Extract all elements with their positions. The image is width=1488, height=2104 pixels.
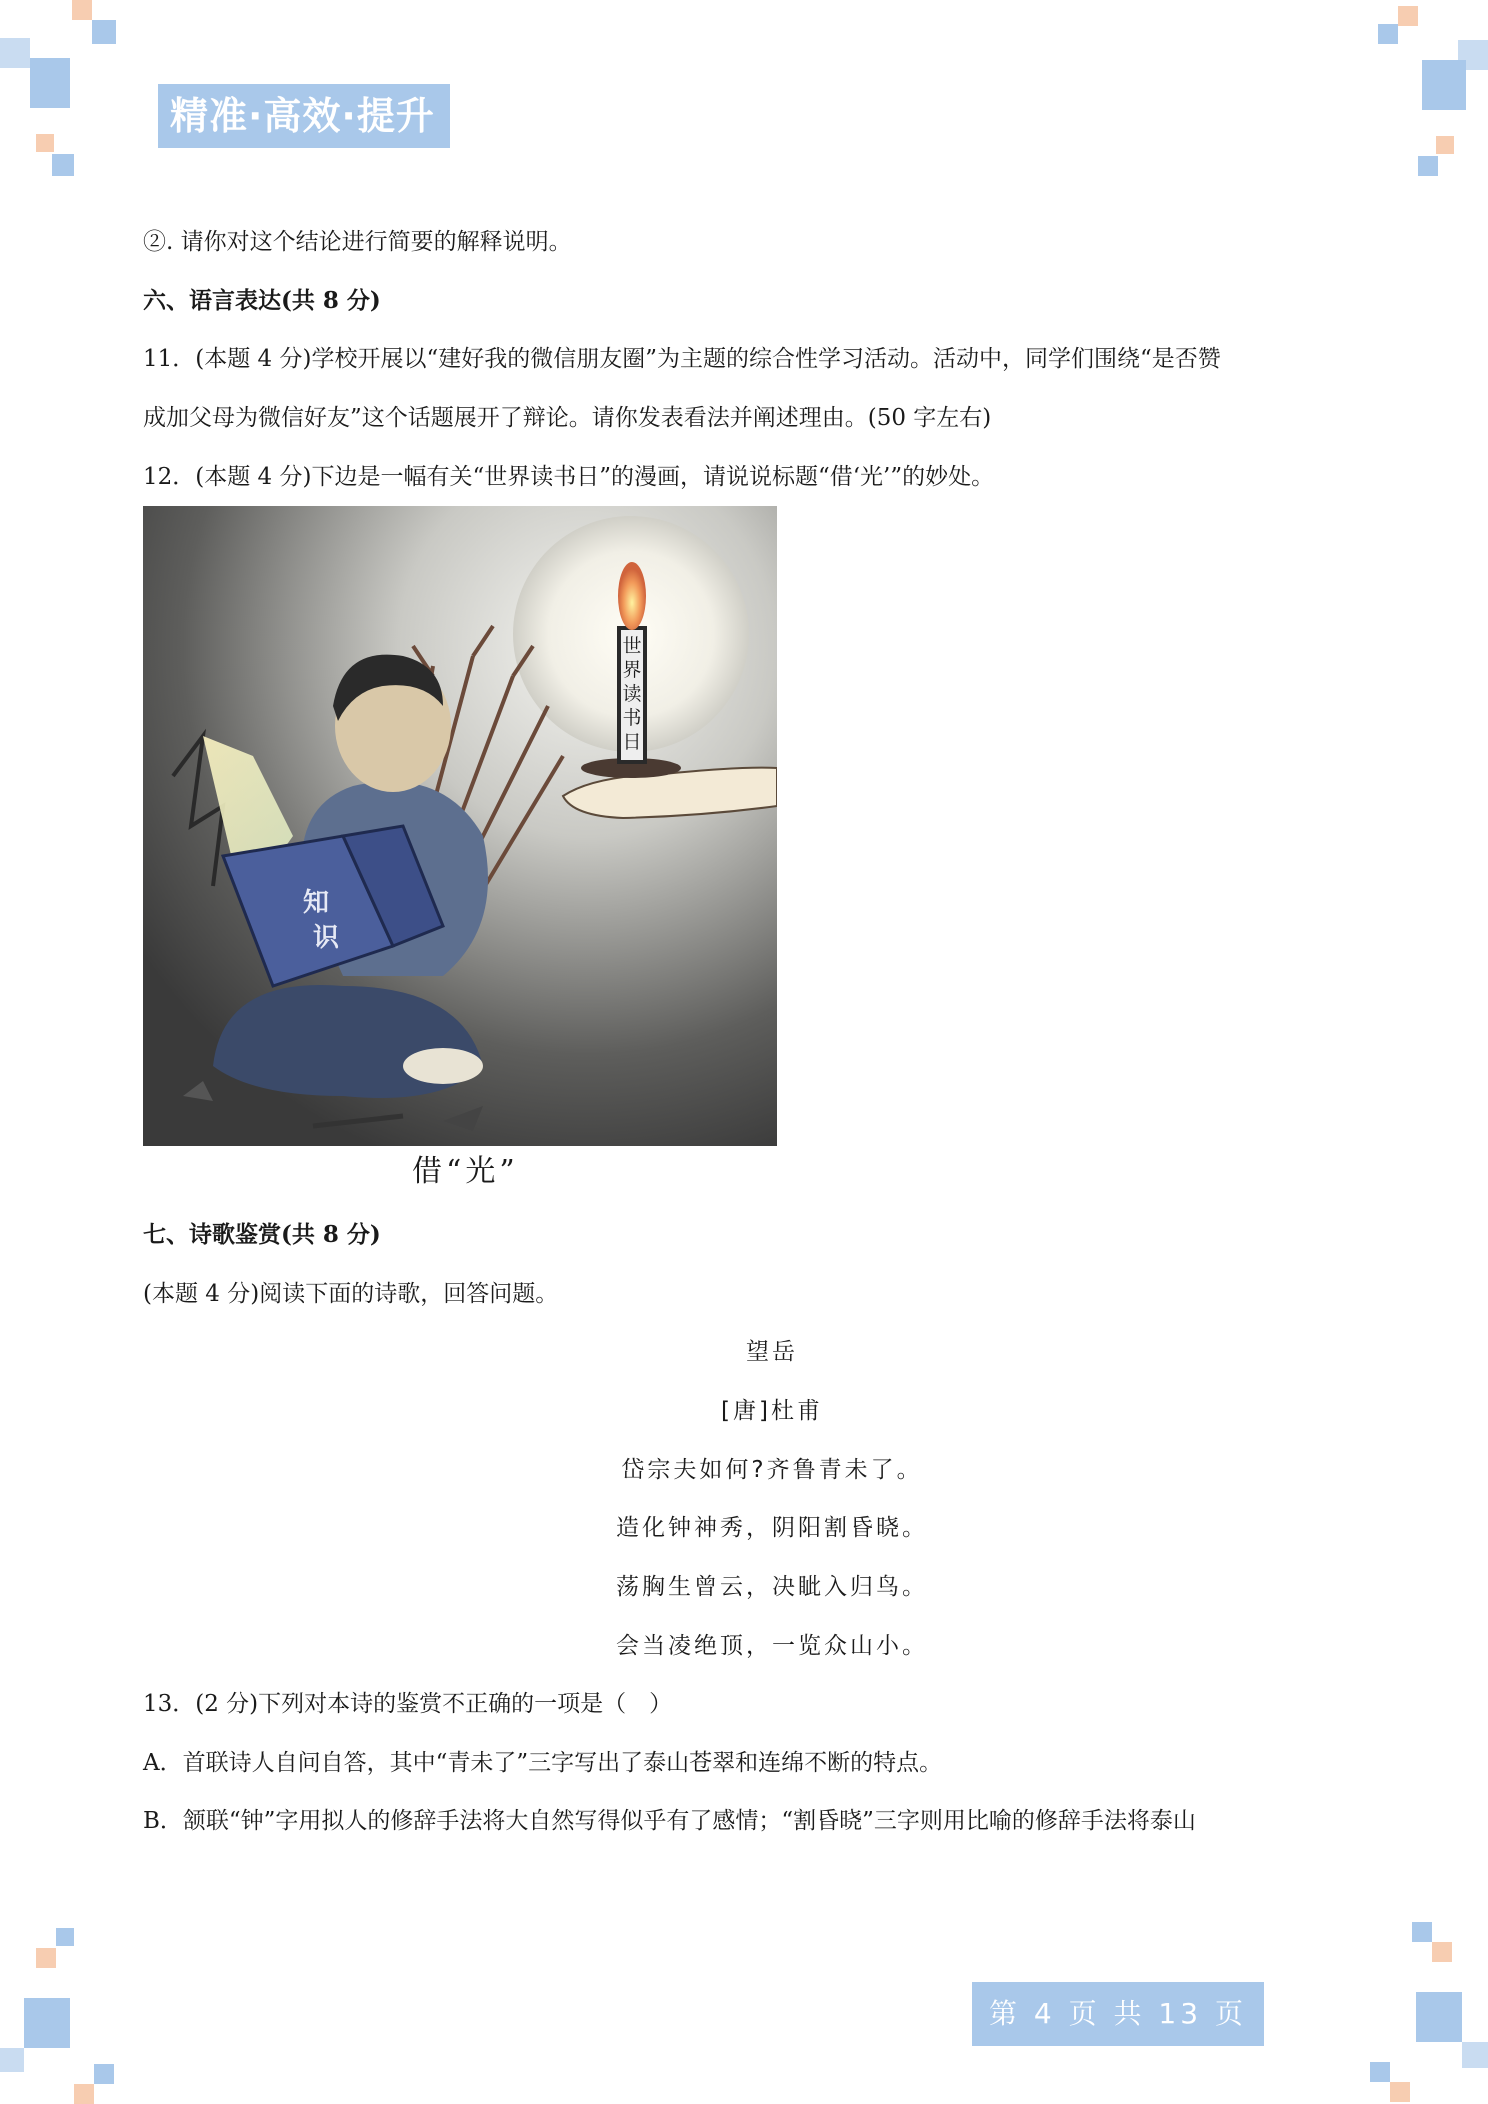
candle-char-1: 世 <box>622 635 642 657</box>
brand-banner: 精准·高效·提升 <box>158 84 450 148</box>
candle-char-2: 界 <box>622 659 642 681</box>
cartoon-image <box>143 506 777 1146</box>
poem-line-2: 造化钟神秀，阴阳割昏晓。 <box>616 1515 928 1541</box>
question-12: 12．(本题 4 分)下边是一幅有关“世界读书日”的漫画，请说说标题“借‘光’”的妙处。 <box>143 464 995 490</box>
question-11-line-2: 成加父母为微信好友”这个话题展开了辩论。请你发表看法并阐述理由。(50 字左右) <box>143 405 992 431</box>
candle-char-4: 书 <box>622 707 642 729</box>
poem-intro: (本题 4 分)阅读下面的诗歌，回答问题。 <box>143 1281 559 1307</box>
book-text-2: 识 <box>313 923 340 953</box>
question-11-line-1: 11．(本题 4 分)学校开展以“建好我的微信朋友圈”为主题的综合性学习活动。活动中，同学们围绕“是否赞 <box>143 346 1221 372</box>
option-a: A．首联诗人自问自答，其中“青未了”三字写出了泰山苍翠和连绵不断的特点。 <box>143 1750 943 1776</box>
poem-line-3: 荡胸生曾云，决眦入归鸟。 <box>616 1574 928 1600</box>
section-7-heading: 七、诗歌鉴赏(共 8 分) <box>143 1221 381 1248</box>
question-10-subitem-2: ②. 请你对这个结论进行简要的解释说明。 <box>143 229 572 255</box>
page-number-badge: 第 4 页 共 13 页 <box>972 1982 1264 2046</box>
book-text-1: 知 <box>303 888 330 918</box>
poem-author: [唐]杜甫 <box>721 1398 823 1424</box>
candle-char-3: 读 <box>622 683 642 705</box>
option-b: B．颔联“钟”字用拟人的修辞手法将大自然写得似乎有了感情；“割昏晓”三字则用比喻的修辞手法将泰山 <box>143 1808 1196 1834</box>
question-13: 13．(2 分)下列对本诗的鉴赏不正确的一项是（ ） <box>143 1691 673 1717</box>
poem-line-4: 会当凌绝顶，一览众山小。 <box>616 1633 928 1659</box>
poem-line-1: 岱宗夫如何?齐鲁青未了。 <box>621 1457 923 1483</box>
cartoon-caption: 借“光” <box>412 1154 519 1189</box>
candle-char-5: 日 <box>622 731 642 753</box>
poem-title: 望岳 <box>746 1339 798 1365</box>
section-6-heading: 六、语言表达(共 8 分) <box>143 287 381 314</box>
